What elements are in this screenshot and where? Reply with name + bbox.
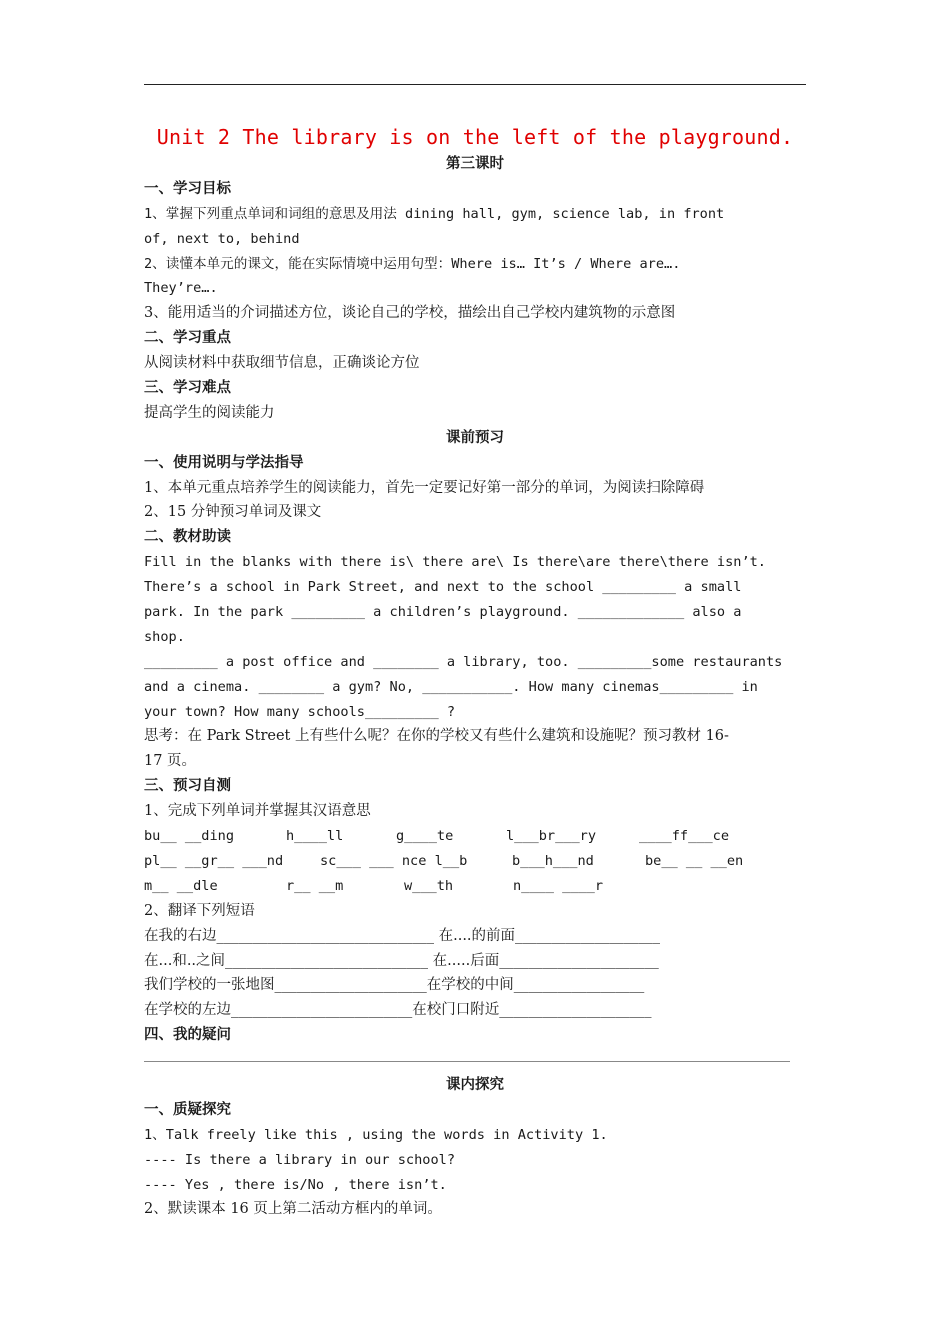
lesson-label: 第三课时 bbox=[446, 156, 504, 172]
guide-heading: 一、使用说明与学法指导 bbox=[144, 454, 304, 471]
unit-title: Unit 2 The library is on the left of the playground. bbox=[156, 125, 794, 149]
phrase-row-1: 在我的右边______________________________ 在....的前面____________________ bbox=[144, 927, 661, 944]
question-item-2: 2、默读课本 16 页上第二活动方框内的单词。 bbox=[144, 1201, 442, 1218]
header-rule bbox=[144, 84, 806, 85]
focus-text: 从阅读材料中获取细节信息，正确谈论方位 bbox=[144, 355, 420, 372]
question-item-1: 1、Talk freely like this , using the words in Activity 1. bbox=[144, 1126, 608, 1143]
word-row-1 bbox=[144, 824, 806, 849]
reading-line-4: shop. bbox=[144, 628, 185, 645]
reading-heading: 二、教材助读 bbox=[144, 529, 231, 546]
goal-item-1b: of, next to, behind bbox=[144, 230, 300, 247]
self-test-heading: 三、预习自测 bbox=[144, 778, 231, 795]
word-row-3 bbox=[144, 874, 806, 899]
phrase-row-2: 在...和..之间____________________________ 在.....后面______________________ bbox=[144, 952, 659, 969]
word-blank: r__ __m bbox=[286, 877, 344, 894]
reading-line-2: There’s a school in Park Street, and next to the school _________ a small bbox=[144, 579, 742, 596]
dialog-line-1: ---- Is there a library in our school? bbox=[144, 1151, 455, 1168]
word-blank: n____ ____r bbox=[513, 877, 604, 894]
preview-title: 课前预习 bbox=[446, 429, 504, 446]
word-blank: b___h___nd bbox=[512, 852, 594, 869]
doubt-heading: 四、我的疑问 bbox=[144, 1027, 231, 1044]
class-title: 课内探究 bbox=[446, 1076, 504, 1093]
dialog-line-2: ---- Yes , there is/No , there isn’t. bbox=[144, 1176, 447, 1193]
guide-item-1: 1、本单元重点培养学生的阅读能力，首先一定要记好第一部分的单词，为阅读扫除障碍 bbox=[144, 479, 705, 496]
goals-heading: 一、学习目标 bbox=[144, 180, 231, 197]
word-blank: m__ __dle bbox=[144, 877, 218, 894]
guide-item-2: 2、15 分钟预习单词及课文 bbox=[144, 504, 322, 521]
difficulty-text: 提高学生的阅读能力 bbox=[144, 404, 275, 421]
difficulty-heading: 三、学习难点 bbox=[144, 380, 231, 397]
reading-instruction: Fill in the blanks with there is\ there are\ Is there\are there\there isn’t. bbox=[144, 554, 766, 571]
word-blank: g____te bbox=[396, 828, 454, 845]
reading-line-6: and a cinema. ________ a gym? No, ___________. How many cinemas_________ in bbox=[144, 678, 758, 695]
word-row-2 bbox=[144, 849, 806, 874]
goal-item-3: 3、能用适当的介词描述方位，谈论自己的学校，描绘出自己学校内建筑物的示意图 bbox=[144, 305, 676, 322]
reading-line-7: your town? How many schools_________ ? bbox=[144, 703, 455, 720]
word-blank: bu__ __ding bbox=[144, 828, 235, 845]
phrase-row-3: 我们学校的一张地图_____________________在学校的中间__________________ bbox=[144, 977, 645, 994]
reading-line-5: _________ a post office and ________ a library, too. _________some restaurants bbox=[144, 653, 783, 670]
word-blank: sc___ ___ nce l__b bbox=[320, 852, 468, 869]
question-heading: 一、质疑探究 bbox=[144, 1101, 231, 1118]
word-blank: be__ __ __en bbox=[645, 852, 744, 869]
word-blank: l___br___ry bbox=[506, 828, 597, 845]
think-line-b: 17 页。 bbox=[144, 753, 197, 770]
think-line-a: 思考：在 Park Street 上有些什么呢？在你的学校又有些什么建筑和设施呢？预习教材 16- bbox=[144, 728, 729, 745]
doubt-answer-line bbox=[144, 1048, 806, 1073]
worksheet bbox=[144, 122, 806, 1222]
word-blank: h____ll bbox=[286, 828, 344, 845]
goal-item-1a: 1、掌握下列重点单词和词组的意思及用法 dining hall, gym, science lab, in front bbox=[144, 205, 725, 222]
word-blank: ____ff___ce bbox=[639, 828, 730, 845]
goal-item-2b: They’re…. bbox=[144, 280, 218, 297]
focus-heading: 二、学习重点 bbox=[144, 330, 231, 347]
phrase-row-4: 在学校的左边_________________________在校门口附近_____________________ bbox=[144, 1002, 652, 1019]
reading-line-3: park. In the park _________ a children’s playground. _____________ also a bbox=[144, 604, 742, 621]
self-test-item-1: 1、完成下列单词并掌握其汉语意思 bbox=[144, 803, 371, 820]
word-blank: pl__ __gr__ ___nd bbox=[144, 852, 284, 869]
goal-item-2a: 2、读懂本单元的课文，能在实际情境中运用句型：Where is… It’s / Where are…. bbox=[144, 255, 681, 272]
self-test-item-2: 2、翻译下列短语 bbox=[144, 902, 255, 919]
word-blank: w___th bbox=[404, 877, 454, 894]
